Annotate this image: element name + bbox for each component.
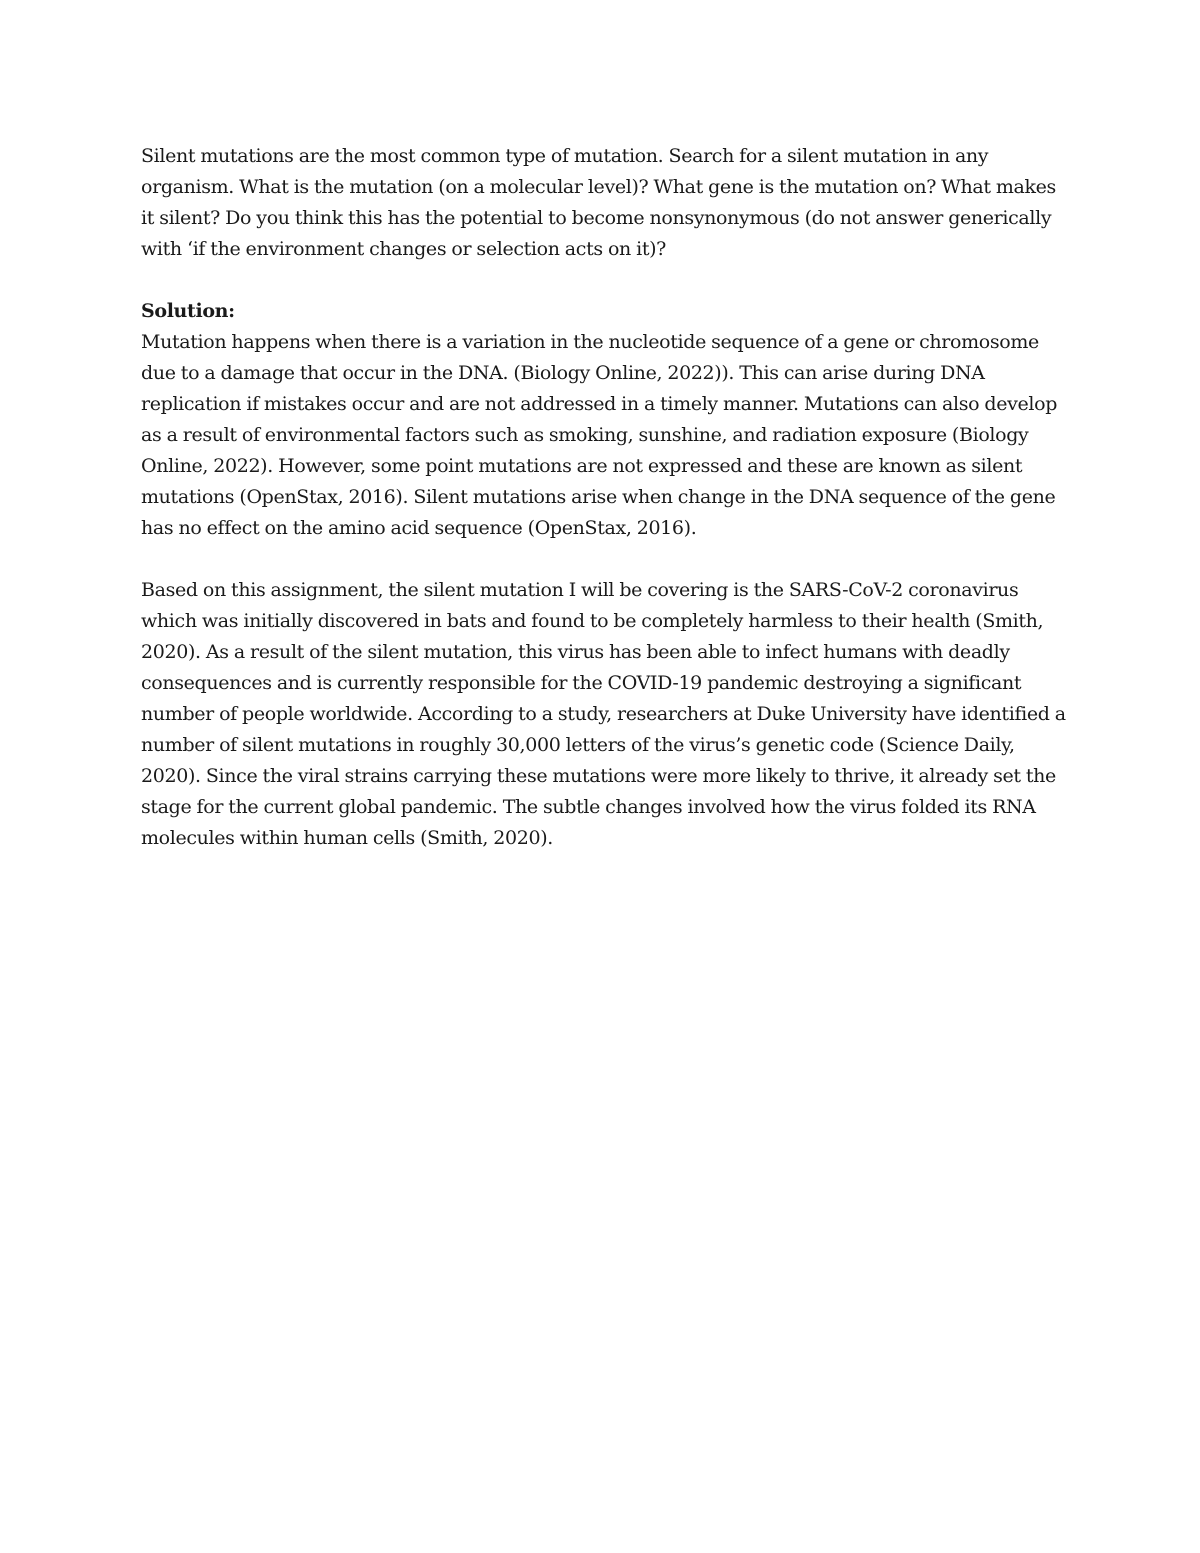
solution-paragraph-2: Based on this assignment, the silent mutation I will be covering is the SARS-CoV-2 coronavirus which was initially discovered in bats and found to be completely harmless to their health (Smith, 2020). As a result of the silent mutation, this virus has been able to infect humans with deadly consequences and is currently responsible for the COVID-19 pandemic destroying a significant number of people worldwide. According to a study, researchers at Duke University have identified a number of silent mutations in roughly 30,000 letters of the virus’s genetic code (Science Daily, 2020). Since the viral strains carrying these mutations were more likely to thrive, it already set the stage for the current global pandemic. The subtle changes involved how the virus folded its RNA molecules within human cells (Smith, 2020). [141,579,1066,849]
solution-paragraph-1: Mutation happens when there is a variation in the nucleotide sequence of a gene or chromosome due to a damage that occur in the DNA. (Biology Online, 2022)). This can arise during DNA replication if mistakes occur and are not addressed in a timely manner. Mutations can also develop as a result of environmental factors such as smoking, sunshine, and radiation exposure (Biology Online, 2022). However, some point mutations are not expressed and these are known as silent mutations (OpenStax, 2016). Silent mutations arise when change in the DNA sequence of the gene has no effect on the amino acid sequence (OpenStax, 2016). [141,331,1058,539]
solution-heading: Solution: [141,300,235,322]
document-body [141,141,1071,885]
question-paragraph: Silent mutations are the most common type of mutation. Search for a silent mutation in any organism. What is the mutation (on a molecular level)? What gene is the mutation on? What makes it silent? Do you think this has the potential to become nonsynonymous (do not answer generically with ‘if the environment changes or selection acts on it)? [141,145,1056,260]
